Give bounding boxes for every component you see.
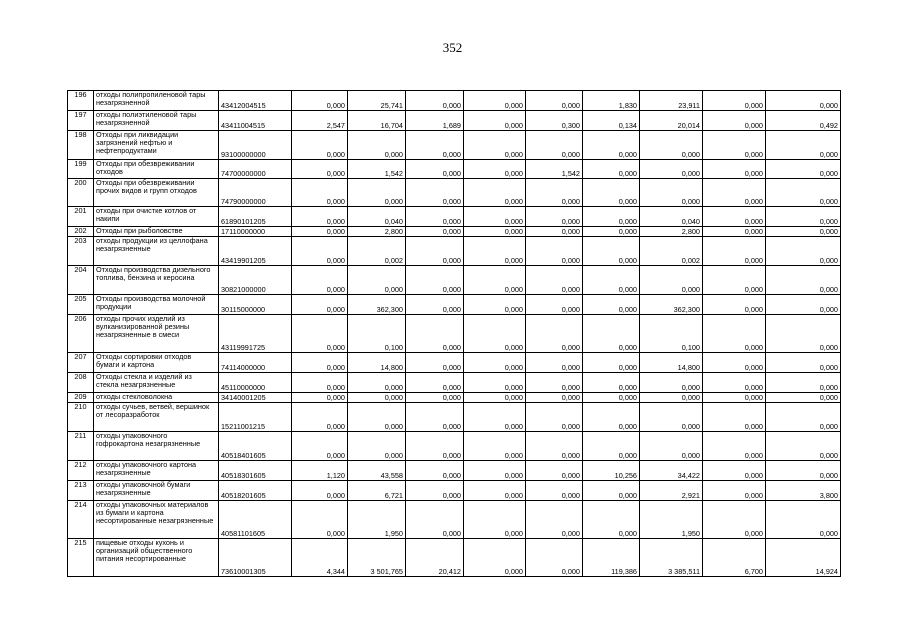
table-row [68,461,841,481]
value-cell: 0,000 [583,315,640,353]
table-row [68,315,841,353]
row-number: 212 [68,461,94,481]
row-number: 202 [68,227,94,237]
row-number: 205 [68,295,94,315]
table-row [68,353,841,373]
value-cell: 0,000 [292,315,348,353]
value-cell: 0,000 [703,111,766,131]
value-cell: 0,000 [703,131,766,160]
value-cell: 0,000 [640,393,703,403]
value-cell: 0,000 [526,432,583,461]
value-cell: 0,000 [583,160,640,179]
table-row [68,160,841,179]
value-cell: 0,000 [766,237,841,266]
value-cell: 0,000 [292,131,348,160]
value-cell: 0,000 [464,91,526,111]
value-cell: 0,134 [583,111,640,131]
waste-code: 74700000000 [219,160,292,179]
value-cell: 2,547 [292,111,348,131]
value-cell: 0,000 [464,295,526,315]
value-cell: 0,000 [348,131,406,160]
value-cell: 0,040 [640,207,703,227]
value-cell: 0,000 [526,207,583,227]
value-cell: 0,000 [292,501,348,539]
value-cell: 0,000 [703,501,766,539]
value-cell: 1,830 [583,91,640,111]
value-cell: 362,300 [348,295,406,315]
value-cell: 0,000 [406,131,464,160]
value-cell: 1,950 [348,501,406,539]
waste-name: отходы при очистке котлов от накипи [94,207,219,227]
value-cell: 0,000 [526,227,583,237]
value-cell: 0,000 [406,393,464,403]
value-cell: 0,000 [406,501,464,539]
table-row [68,131,841,160]
table-row [68,432,841,461]
value-cell: 0,000 [583,207,640,227]
value-cell: 0,000 [406,237,464,266]
value-cell: 10,256 [583,461,640,481]
value-cell: 0,000 [526,237,583,266]
value-cell: 0,000 [292,403,348,432]
value-cell: 0,000 [464,539,526,577]
waste-name: отходы полиэтиленовой тары незагрязненной [94,111,219,131]
table-row [68,266,841,295]
row-number: 198 [68,131,94,160]
value-cell: 0,000 [526,393,583,403]
value-cell: 0,000 [703,179,766,207]
value-cell: 2,800 [348,227,406,237]
value-cell: 0,000 [292,227,348,237]
table-row [68,179,841,207]
waste-code: 43119991725 [219,315,292,353]
value-cell: 0,000 [766,131,841,160]
waste-table [67,90,841,577]
value-cell: 0,000 [583,403,640,432]
value-cell: 0,000 [464,501,526,539]
value-cell: 1,950 [640,501,703,539]
value-cell: 0,000 [292,393,348,403]
waste-name: отходы прочих изделий из вулканизированной резины незагрязненные в смеси [94,315,219,353]
value-cell: 0,000 [766,432,841,461]
waste-name: отходы упаковочного гофрокартона незагрязненные [94,432,219,461]
value-cell: 3 385,511 [640,539,703,577]
value-cell: 0,000 [526,266,583,295]
row-number: 214 [68,501,94,539]
value-cell: 0,000 [526,481,583,501]
value-cell: 0,000 [766,207,841,227]
waste-name: отходы стекловолокна [94,393,219,403]
value-cell: 16,704 [348,111,406,131]
value-cell: 0,000 [292,207,348,227]
waste-name: Отходы при обезвреживании прочих видов и групп отходов [94,179,219,207]
value-cell: 0,000 [292,179,348,207]
value-cell: 0,000 [464,207,526,227]
table-row [68,539,841,577]
value-cell: 0,000 [766,403,841,432]
value-cell: 0,000 [526,501,583,539]
page-number: 352 [442,40,463,55]
value-cell: 43,558 [348,461,406,481]
value-cell: 3,800 [766,481,841,501]
value-cell: 0,000 [583,353,640,373]
waste-name: Отходы при ликвидации загрязнений нефтью и нефтепродуктами [94,131,219,160]
value-cell: 2,921 [640,481,703,501]
value-cell: 0,000 [406,266,464,295]
value-cell: 0,100 [348,315,406,353]
value-cell: 0,000 [583,227,640,237]
value-cell: 0,000 [766,295,841,315]
value-cell: 0,000 [703,403,766,432]
waste-name: Отходы при рыболовстве [94,227,219,237]
value-cell: 0,000 [348,393,406,403]
value-cell: 0,000 [292,266,348,295]
value-cell: 0,000 [526,403,583,432]
value-cell: 4,344 [292,539,348,577]
value-cell: 0,000 [292,353,348,373]
value-cell: 0,000 [464,160,526,179]
value-cell: 0,000 [406,481,464,501]
value-cell: 0,000 [406,353,464,373]
value-cell: 0,000 [526,131,583,160]
value-cell: 0,000 [348,432,406,461]
value-cell: 0,000 [348,403,406,432]
value-cell: 0,000 [583,481,640,501]
value-cell: 0,000 [292,432,348,461]
value-cell: 0,000 [640,131,703,160]
value-cell: 0,000 [703,295,766,315]
value-cell: 0,000 [406,295,464,315]
value-cell: 1,120 [292,461,348,481]
waste-code: 40518301605 [219,461,292,481]
value-cell: 0,000 [526,539,583,577]
value-cell: 6,700 [703,539,766,577]
value-cell: 0,000 [703,315,766,353]
table-row [68,91,841,111]
value-cell: 0,000 [703,373,766,393]
value-cell: 119,386 [583,539,640,577]
value-cell: 0,000 [464,227,526,237]
value-cell: 0,000 [526,353,583,373]
value-cell: 0,000 [526,461,583,481]
value-cell: 0,000 [464,266,526,295]
value-cell: 0,000 [464,237,526,266]
row-number: 203 [68,237,94,266]
value-cell: 362,300 [640,295,703,315]
value-cell: 20,014 [640,111,703,131]
row-number: 201 [68,207,94,227]
value-cell: 0,000 [464,393,526,403]
waste-name: отходы сучьев, ветвей, вершинок от лесоразработок [94,403,219,432]
waste-code: 40581101605 [219,501,292,539]
value-cell: 0,000 [526,179,583,207]
waste-code: 93100000000 [219,131,292,160]
table-row [68,403,841,432]
value-cell: 14,924 [766,539,841,577]
value-cell: 0,000 [766,461,841,481]
value-cell: 0,040 [348,207,406,227]
value-cell: 0,000 [703,227,766,237]
value-cell: 0,000 [406,315,464,353]
waste-name: Отходы производства дизельного топлива, бензина и керосина [94,266,219,295]
row-number: 215 [68,539,94,577]
value-cell: 0,000 [348,266,406,295]
value-cell: 0,000 [640,179,703,207]
value-cell: 0,000 [583,393,640,403]
value-cell: 0,002 [348,237,406,266]
row-number: 196 [68,91,94,111]
value-cell: 0,000 [766,160,841,179]
waste-name: Отходы производства молочной продукции [94,295,219,315]
value-cell: 0,000 [703,353,766,373]
table-row [68,111,841,131]
value-cell: 0,000 [406,160,464,179]
value-cell: 1,542 [348,160,406,179]
value-cell: 0,000 [526,295,583,315]
waste-name: Отходы стекла и изделий из стекла незагрязненные [94,373,219,393]
value-cell: 0,000 [526,91,583,111]
waste-code: 17110000000 [219,227,292,237]
value-cell: 0,000 [406,179,464,207]
value-cell: 0,000 [292,295,348,315]
value-cell: 0,000 [464,403,526,432]
waste-name: отходы полипропиленовой тары незагрязненной [94,91,219,111]
value-cell: 0,000 [583,266,640,295]
value-cell: 0,000 [526,315,583,353]
value-cell: 0,000 [464,373,526,393]
value-cell: 0,002 [640,237,703,266]
table-row [68,295,841,315]
value-cell: 0,000 [640,266,703,295]
waste-code: 43419901205 [219,237,292,266]
value-cell: 0,000 [640,432,703,461]
value-cell: 0,000 [703,266,766,295]
waste-code: 30821000000 [219,266,292,295]
value-cell: 0,000 [292,237,348,266]
value-cell: 0,000 [703,91,766,111]
value-cell: 0,000 [464,179,526,207]
value-cell: 23,911 [640,91,703,111]
value-cell: 0,300 [526,111,583,131]
value-cell: 0,000 [526,373,583,393]
waste-code: 43412004515 [219,91,292,111]
value-cell: 0,000 [583,501,640,539]
waste-name: отходы упаковочной бумаги незагрязненные [94,481,219,501]
waste-code: 30115000000 [219,295,292,315]
waste-code: 45110000000 [219,373,292,393]
value-cell: 0,000 [583,131,640,160]
row-number: 210 [68,403,94,432]
table-row [68,481,841,501]
waste-code: 74114000000 [219,353,292,373]
value-cell: 0,000 [766,353,841,373]
waste-name: отходы продукции из целлофана незагрязненные [94,237,219,266]
row-number: 213 [68,481,94,501]
waste-code: 61890101205 [219,207,292,227]
value-cell: 20,412 [406,539,464,577]
table-row [68,207,841,227]
value-cell: 0,000 [640,373,703,393]
value-cell: 0,000 [583,295,640,315]
value-cell: 0,000 [292,91,348,111]
value-cell: 2,800 [640,227,703,237]
value-cell: 0,000 [640,403,703,432]
value-cell: 0,000 [406,432,464,461]
value-cell: 0,000 [703,481,766,501]
value-cell: 0,000 [406,91,464,111]
value-cell: 0,000 [348,373,406,393]
table-row [68,501,841,539]
row-number: 199 [68,160,94,179]
value-cell: 0,000 [766,373,841,393]
value-cell: 1,689 [406,111,464,131]
value-cell: 0,000 [406,227,464,237]
value-cell: 0,000 [703,237,766,266]
row-number: 204 [68,266,94,295]
row-number: 209 [68,393,94,403]
value-cell: 0,000 [703,393,766,403]
value-cell: 0,000 [464,111,526,131]
row-number: 200 [68,179,94,207]
value-cell: 0,000 [464,461,526,481]
row-number: 211 [68,432,94,461]
row-number: 197 [68,111,94,131]
value-cell: 0,000 [766,91,841,111]
waste-code: 15211001215 [219,403,292,432]
waste-code: 74790000000 [219,179,292,207]
value-cell: 25,741 [348,91,406,111]
value-cell: 0,000 [583,237,640,266]
waste-code: 73610001305 [219,539,292,577]
value-cell: 0,000 [703,160,766,179]
value-cell: 0,000 [292,160,348,179]
value-cell: 0,000 [766,501,841,539]
row-number: 208 [68,373,94,393]
waste-table-body [68,91,841,577]
value-cell: 0,000 [464,481,526,501]
table-row [68,393,841,403]
value-cell: 0,000 [703,207,766,227]
value-cell: 0,000 [583,373,640,393]
value-cell: 0,000 [348,179,406,207]
value-cell: 0,000 [766,315,841,353]
value-cell: 0,000 [766,227,841,237]
value-cell: 0,000 [766,179,841,207]
waste-code: 40518201605 [219,481,292,501]
row-number: 207 [68,353,94,373]
value-cell: 0,000 [766,266,841,295]
waste-code: 34140001205 [219,393,292,403]
value-cell: 0,000 [406,207,464,227]
value-cell: 0,492 [766,111,841,131]
value-cell: 0,000 [406,403,464,432]
value-cell: 0,000 [583,432,640,461]
value-cell: 0,000 [292,373,348,393]
waste-name: отходы упаковочного картона незагрязненные [94,461,219,481]
value-cell: 1,542 [526,160,583,179]
waste-name: Отходы при обезвреживании отходов [94,160,219,179]
value-cell: 0,000 [464,315,526,353]
waste-code: 43411004515 [219,111,292,131]
value-cell: 14,800 [640,353,703,373]
table-row [68,237,841,266]
waste-name: пищевые отходы кухонь и организаций общественного питания несортированные [94,539,219,577]
waste-name: Отходы сортировки отходов бумаги и картона [94,353,219,373]
value-cell: 0,000 [464,432,526,461]
value-cell: 0,000 [464,131,526,160]
value-cell: 0,000 [292,481,348,501]
value-cell: 0,000 [640,160,703,179]
value-cell: 0,000 [406,373,464,393]
value-cell: 0,000 [464,353,526,373]
waste-name: отходы упаковочных материалов из бумаги и картона несортированные незагрязненные [94,501,219,539]
value-cell: 3 501,765 [348,539,406,577]
row-number: 206 [68,315,94,353]
table-row [68,227,841,237]
table-row [68,373,841,393]
value-cell: 0,000 [583,179,640,207]
value-cell: 0,000 [766,393,841,403]
waste-code: 40518401605 [219,432,292,461]
value-cell: 0,000 [406,461,464,481]
value-cell: 0,000 [703,461,766,481]
value-cell: 6,721 [348,481,406,501]
value-cell: 14,800 [348,353,406,373]
value-cell: 0,100 [640,315,703,353]
value-cell: 34,422 [640,461,703,481]
value-cell: 0,000 [703,432,766,461]
